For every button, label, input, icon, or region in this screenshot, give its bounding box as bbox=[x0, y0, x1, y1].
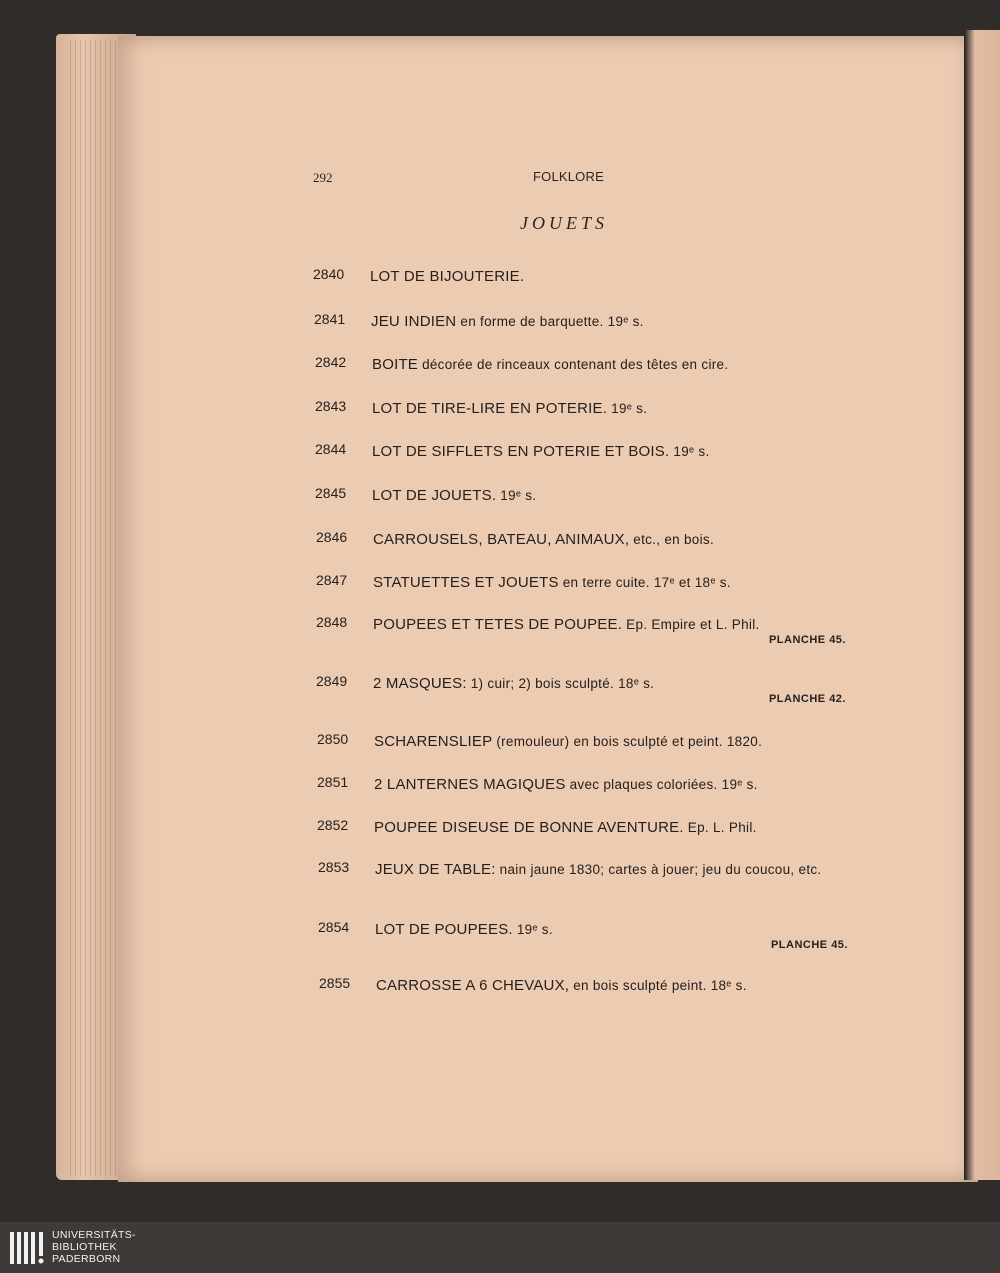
book-page bbox=[118, 36, 978, 1182]
entry-number: 2843 bbox=[315, 398, 347, 414]
entry-text bbox=[374, 730, 829, 753]
entry-description: 19ᵉ s. bbox=[669, 444, 710, 459]
entry-title: LOT DE SIFFLETS EN POTERIE ET BOIS. bbox=[372, 443, 670, 460]
entry-description: en forme de barquette. 19ᵉ s. bbox=[456, 314, 644, 329]
entry-title: LOT DE JOUETS. bbox=[372, 487, 497, 504]
running-title: FOLKLORE bbox=[533, 169, 604, 184]
entry-text bbox=[375, 858, 830, 881]
entry-description: nain jaune 1830; cartes à jouer; jeu du coucou, etc. bbox=[495, 862, 822, 877]
entry-text bbox=[372, 440, 827, 463]
entry-number: 2842 bbox=[315, 354, 347, 370]
entry-text bbox=[374, 773, 829, 796]
entry-title: POUPEE DISEUSE DE BONNE AVENTURE. bbox=[374, 819, 684, 836]
entry-text bbox=[373, 571, 828, 594]
entry-number: 2851 bbox=[317, 774, 349, 790]
entry-description: (remouleur) en bois sculpté et peint. 1820. bbox=[492, 734, 763, 749]
plate-reference: PLANCHE 45. bbox=[770, 939, 848, 951]
entry-description: décorée de rinceaux contenant des têtes en cire. bbox=[418, 357, 729, 372]
library-logo-text bbox=[52, 1229, 136, 1265]
entry-text bbox=[372, 353, 827, 376]
entry-number: 2846 bbox=[316, 529, 348, 545]
facing-page-strip bbox=[964, 30, 1000, 1180]
entry-description: 19ᵉ s. bbox=[512, 922, 553, 937]
entry-title: LOT DE BIJOUTERIE. bbox=[370, 268, 525, 285]
entry-title: CARROSSE A 6 CHEVAUX, bbox=[376, 977, 570, 994]
entry-title: BOITE bbox=[372, 356, 419, 373]
entry-title: SCHARENSLIEP bbox=[374, 733, 493, 750]
entry-description: etc., en bois. bbox=[629, 532, 715, 547]
entry-text bbox=[376, 974, 831, 997]
entry-title: 2 LANTERNES MAGIQUES bbox=[374, 776, 566, 793]
entry-number: 2847 bbox=[316, 572, 348, 588]
entry-title: STATUETTES ET JOUETS bbox=[373, 574, 559, 591]
library-footer bbox=[0, 1222, 1000, 1273]
entry-description: avec plaques coloriées. 19ᵉ s. bbox=[565, 777, 758, 792]
entry-text bbox=[374, 816, 829, 839]
entry-description: 19ᵉ s. bbox=[607, 401, 648, 416]
entry-text bbox=[371, 310, 826, 333]
entry-title: JEU INDIEN bbox=[371, 313, 457, 330]
page-number: 292 bbox=[313, 170, 333, 185]
entry-number: 2850 bbox=[317, 731, 349, 747]
entry-text bbox=[373, 672, 828, 695]
entry-description: 19ᵉ s. bbox=[496, 488, 537, 503]
entry-text bbox=[373, 528, 828, 551]
entry-text bbox=[370, 265, 825, 288]
plate-reference: PLANCHE 42. bbox=[768, 693, 846, 705]
entry-number: 2855 bbox=[319, 975, 351, 991]
entry-text bbox=[372, 397, 827, 420]
entry-title: 2 MASQUES: bbox=[373, 675, 467, 692]
entry-title: POUPEES ET TETES DE POUPEE. bbox=[373, 616, 623, 633]
entry-number: 2849 bbox=[316, 673, 348, 689]
entry-number: 2840 bbox=[313, 266, 345, 282]
entry-title: LOT DE POUPEES. bbox=[375, 921, 513, 938]
entry-number: 2848 bbox=[316, 614, 348, 630]
entry-title: JEUX DE TABLE: bbox=[375, 861, 496, 878]
entry-title: LOT DE TIRE-LIRE EN POTERIE. bbox=[372, 400, 608, 417]
logo-line: BIBLIOTHEK bbox=[52, 1241, 117, 1253]
entry-number: 2852 bbox=[317, 817, 349, 833]
entry-description: en terre cuite. 17ᵉ et 18ᵉ s. bbox=[558, 575, 731, 590]
entry-description: Ep. Empire et L. Phil. bbox=[622, 617, 760, 632]
entry-number: 2841 bbox=[314, 311, 346, 327]
entry-text bbox=[372, 484, 827, 507]
entry-number: 2853 bbox=[318, 859, 350, 875]
entry-number: 2854 bbox=[318, 919, 350, 935]
entry-title: CARROUSELS, BATEAU, ANIMAUX, bbox=[373, 531, 630, 548]
library-logo-icon bbox=[10, 1230, 46, 1266]
section-title: JOUETS bbox=[520, 213, 608, 233]
logo-line: UNIVERSITÄTS- bbox=[52, 1229, 136, 1241]
entry-description: Ep. L. Phil. bbox=[683, 820, 757, 835]
logo-line: PADERBORN bbox=[52, 1253, 121, 1265]
entry-text bbox=[375, 918, 830, 941]
entry-description: 1) cuir; 2) bois sculpté. 18ᵉ s. bbox=[466, 676, 655, 691]
entry-text bbox=[373, 613, 828, 636]
entry-description: en bois sculpté peint. 18ᵉ s. bbox=[569, 978, 747, 993]
plate-reference: PLANCHE 45. bbox=[768, 634, 846, 646]
entry-number: 2844 bbox=[315, 441, 347, 457]
entry-number: 2845 bbox=[315, 485, 347, 501]
